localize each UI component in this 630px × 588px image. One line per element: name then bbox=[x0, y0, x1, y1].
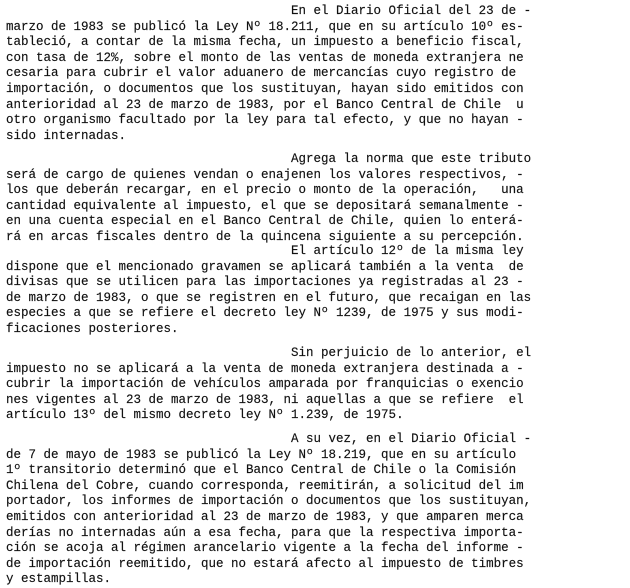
text-line: anterioridad al 23 de marzo de 1983, por el Banco Central de Chile u bbox=[6, 97, 524, 112]
text-line: de marzo de 1983, o que se registren en el futuro, que recaigan en las bbox=[6, 290, 532, 305]
text-line: dispone que el mencionado gravamen se aplicará también a la venta de bbox=[6, 259, 524, 274]
text-line: El artículo 12º de la misma ley bbox=[6, 244, 524, 258]
text-line: 1º transitorio determinó que el Banco Central de Chile o la Comisión bbox=[6, 463, 517, 478]
text-line: otro organismo facultado por la ley para tal efecto, y que no hayan - bbox=[6, 113, 524, 128]
text-line: de 7 de mayo de 1983 se publicó la Ley Nº 18.219, que en su artículo bbox=[6, 447, 517, 462]
text-line: impuesto no se aplicará a la venta de moneda extranjera destinada a - bbox=[6, 361, 524, 376]
text-line: portador, los informes de importación o documentos que los sustituyan, bbox=[6, 494, 532, 509]
text-line: tableció, a contar de la misma fecha, un impuesto a beneficio fiscal, bbox=[6, 35, 524, 50]
text-line: divisas que se utilicen para las importaciones ya registradas al 23 - bbox=[6, 275, 524, 290]
text-line: emitidos con anterioridad al 23 de marzo de 1983, y que amparen merca bbox=[6, 509, 524, 524]
paragraph-ley-18219 bbox=[6, 432, 626, 588]
text-line: rá en arcas fiscales dentro de la quincena siguiente a su percepción. bbox=[6, 229, 524, 244]
paragraph-articulo-12 bbox=[6, 244, 626, 338]
text-line: cesaria para cubrir el valor aduanero de mercancías cuyo registro de bbox=[6, 66, 517, 81]
text-line: cubrir la importación de vehículos amparada por franquicias o exencio bbox=[6, 377, 524, 392]
text-line: especies a que se refiere el decreto ley Nº 1239, de 1975 y sus modi- bbox=[6, 306, 524, 321]
paragraph-tributo bbox=[6, 152, 626, 246]
text-line: A su vez, en el Diario Oficial - bbox=[6, 432, 532, 446]
text-line: en una cuenta especial en el Banco Central de Chile, quien lo enterá- bbox=[6, 214, 524, 229]
paragraph-ley-18211 bbox=[6, 4, 626, 144]
text-line: y estampillas. bbox=[6, 572, 112, 587]
text-line: derías no internadas aún a esa fecha, para que la respectiva importa- bbox=[6, 525, 524, 540]
text-line: ción se acoja al régimen arancelario vigente a la fecha del informe - bbox=[6, 541, 524, 556]
paragraph-exenciones bbox=[6, 346, 626, 424]
text-line: los que deberán recargar, en el precio o monto de la operación, una bbox=[6, 183, 524, 198]
text-line: Sin perjuicio de lo anterior, el bbox=[6, 346, 532, 360]
text-line: con tasa de 12%, sobre el monto de las ventas de moneda extranjera ne bbox=[6, 50, 524, 65]
text-line: marzo de 1983 se publicó la Ley Nº 18.211, que en su artículo 10º es- bbox=[6, 19, 524, 34]
text-line: será de cargo de quienes vendan o enajenen los valores respectivos, - bbox=[6, 167, 524, 182]
text-line: Agrega la norma que este tributo bbox=[6, 152, 532, 166]
text-line: de importación reemitido, que no estará afecto al impuesto de timbres bbox=[6, 556, 524, 571]
text-line: Chilena del Cobre, cuando corresponda, reemitirán, a solicitud del im bbox=[6, 478, 524, 493]
text-line: artículo 13º del mismo decreto ley Nº 1.239, de 1975. bbox=[6, 408, 404, 423]
text-line: ficaciones posteriores. bbox=[6, 321, 179, 336]
text-line: nes vigentes al 23 de marzo de 1983, ni aquellas a que se refiere el bbox=[6, 392, 524, 407]
text-line: importación, o documentos que los sustituyan, hayan sido emitidos con bbox=[6, 81, 524, 96]
text-line: En el Diario Oficial del 23 de - bbox=[6, 4, 532, 18]
text-line: sido internadas. bbox=[6, 128, 127, 143]
text-line: cantidad equivalente al impuesto, el que se depositará semanalmente - bbox=[6, 198, 524, 213]
